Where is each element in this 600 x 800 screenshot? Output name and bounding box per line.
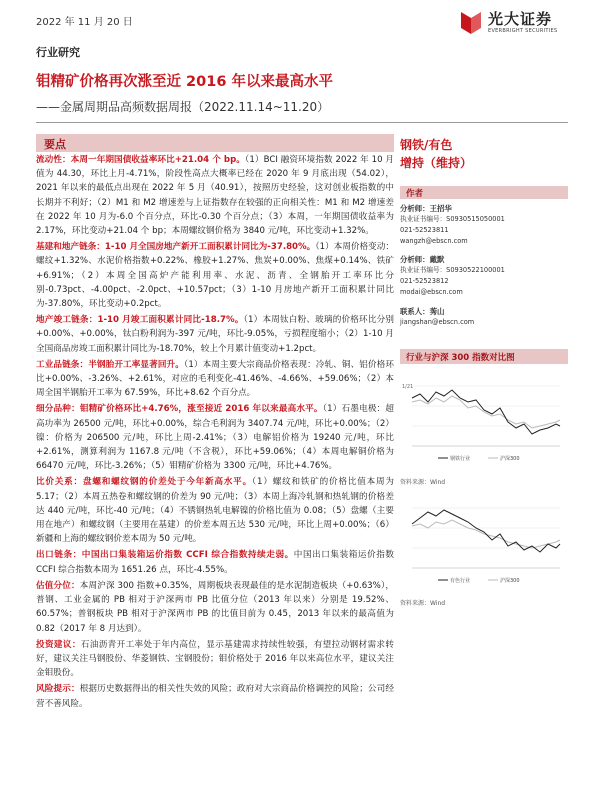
csi300-series-line [412, 396, 560, 428]
paragraph-body: （1）本周价格变动：螺纹+1.32%、水泥价格指数+0.22%、橡胶+1.27%、焦炭+0.00%、焦煤+0.14%、铁矿+6.91%；（2）本周全国高炉产能利用率、水泥、沥青、全钢胎开工率环比分别-0.73pct、-4.00pct、-2.0pct、+10.57pct；（3）1-10 月房地产新开工面积累计同比为-37.80%，环比变动+0.2pct。 [36, 242, 395, 310]
title-divider [36, 122, 568, 123]
paragraph-body: （1）本周钛白粉、玻璃的价格环比分别+0.00%、+0.00%，钛白粉利润为-397 元/吨，环比-9.05%，亏损程度缩小；（2）1-10 月全国商品房竣工面积累计同比为-18.70%，较上个月累计值变动+1.2pct。 [36, 315, 394, 354]
analyst-name: 分析师：戴默 [400, 255, 445, 264]
analyst-cert: 执业证书编号：S0930515050001 [400, 215, 505, 223]
summary-paragraph [36, 240, 394, 311]
paragraph-body: 中国出口集装箱运价指数 CCFI 综合指数本周为 1651.26 点，环比-4.55%。 [36, 550, 394, 575]
report-subtitle: ——金属周期品高频数据周报（2022.11.14~11.20） [36, 100, 330, 114]
steel-series-line [412, 390, 560, 434]
analyst-phone: 021-52523811 [400, 226, 449, 234]
summary-paragraph [36, 402, 394, 473]
logo-mark-icon [458, 8, 484, 36]
analyst-email[interactable]: modai@ebscn.com [400, 288, 463, 296]
report-date: 2022 年 11 月 20 日 [36, 17, 133, 28]
nonferrous-series-line [412, 510, 560, 552]
paragraph-body: 石油沥青开工率处于年内高位，显示基建需求持续性较强，有望拉动钢材需求转好，建议关注马钢股份、华菱钢铁、宝钢股份；钼价格处于 2016 年以来高位水平，建议关注金钼股份。 [36, 639, 394, 679]
paragraph-lead: 估值分位： [36, 580, 80, 591]
paragraph-body: （1）螺纹和铁矿的价格比值本周为 5.17；（2）本周五热卷和螺纹钢的价差为 90 元/吨；（3）本周上海冷轧钢和热轧钢的价格差达 440 元/吨，环比-40 元/吨；（4）不锈钢热轧电解镍的价格比值为 0.08；（5）盘螺（主要用在地产）和螺纹钢（主要用在基建）的价差本周五达 530 元/吨，环比上周+0.00%；（6）新疆和上海的螺纹钢价差本周为 50 元/吨。 [36, 477, 394, 545]
summary-paragraph [36, 682, 394, 710]
paragraph-body: （1）石墨电极：超高功率为 26500 元/吨，环比+0.00%，综合毛利润为 3407.74 元/吨，环比+0.00%；（2）镍：价格为 206500 元/吨，环比上周-2.41%；（3）电解铝价格为 19240 元/吨，环比+2.61%，测算利润为 1167.8 元/吨（不含税），环比+59.06%；（4）本周电解铜价格为 66470 元/吨，环比-3.26%；（5）钼精矿价格为 3300 元/吨，环比+4.76%。 [36, 404, 394, 472]
chart-source: 资料来源：Wind [400, 479, 446, 486]
company-logo [458, 6, 568, 40]
summary-paragraph [36, 579, 394, 636]
summary-paragraph [36, 548, 394, 576]
paragraph-lead: 风险提示： [36, 684, 80, 695]
summary-heading-band [36, 134, 394, 152]
analyst-phone: 021-52523812 [400, 277, 449, 285]
summary-body [36, 153, 394, 713]
summary-paragraph [36, 475, 394, 546]
paragraph-body: （1）BCI 融资环境指数 2022 年 10 月值为 44.30，环比上月-4.71%，阶段性高点大概率已经在 2020 年 9 月底出现（54.02），2021 年以来的最低点出现在 2022 年 5 月（40.91），按照历史经验，这对创业板指数的中长期并不利好；（2）M1 和 M2 增速差与上证指数存在较强的正向相关性：M1 和 M2 增速差在 2022 年 10 月为-6.0 个百分点，环比-0.30 个百分点；（3）本周，一年期国债收益率为 2.17%，环比变动+21.04 个 bp；本周螺纹钢价格为 3840 元/吨，环比变动+1.32%。 [36, 155, 394, 237]
paragraph-body: （1）本周主要大宗商品价格表现：冷轧、铜、铝价格环比+0.00%、-3.26%、+2.61%，对应的毛利变化-41.46%、-4.66%、+59.06%；（2）本周全国半钢胎开工率为 67.59%，环比+8.62 个百分点。 [36, 359, 394, 399]
legend-label: 钢铁行业 [450, 456, 471, 462]
steel-vs-csi300-chart [400, 372, 568, 467]
analyst-card [400, 254, 505, 298]
rating-value: 增持（维持） [400, 156, 473, 170]
logo-text-cn: 光大证券 [488, 10, 553, 28]
summary-heading: 要点 [44, 138, 66, 151]
paragraph-lead: 出口链条：中国出口集装箱运价指数 CCFI 综合指数持续走弱。 [36, 550, 294, 561]
analyst-email[interactable]: wangzh@ebscn.com [400, 237, 468, 245]
authors-heading: 作者 [406, 189, 424, 199]
nonferrous-vs-csi300-chart [400, 494, 568, 589]
analyst-card [400, 203, 505, 247]
contact-card [400, 306, 474, 328]
summary-paragraph [36, 153, 394, 238]
paragraph-lead: 细分品种：钼精矿价格环比+4.76%，涨至接近 2016 年以来最高水平。 [36, 404, 323, 415]
contact-name: 联系人：莠山 [400, 307, 445, 316]
summary-paragraph [36, 638, 394, 681]
rating-sector: 钢铁/有色 [400, 138, 453, 152]
paragraph-lead: 工业品链条：半钢胎开工率显著回升。 [36, 359, 184, 370]
logo-text-en: EVERBRIGHT SECURITIES [488, 28, 558, 34]
paragraph-lead: 地产竣工链条：1-10 月竣工面积累计同比-18.7%。 [36, 315, 244, 326]
chart-heading: 行业与沪深 300 指数对比图 [406, 353, 515, 363]
legend-label: 沪深300 [500, 456, 520, 462]
paragraph-body: 根据历史数据得出的相关性失效的风险；政府对大宗商品价格调控的风险；公司经营不善风险。 [36, 684, 394, 709]
chart-heading-band [400, 349, 568, 364]
summary-paragraph [36, 313, 394, 356]
analyst-cert: 执业证书编号：S0930522100001 [400, 266, 505, 274]
summary-paragraph [36, 358, 394, 401]
paragraph-lead: 比价关系：盘螺和螺纹钢的价差处于今年新高水平。 [36, 477, 252, 488]
legend-label: 沪深300 [500, 578, 520, 584]
y-tick-label: 1/21 [402, 384, 414, 390]
legend-label: 有色行业 [450, 578, 471, 584]
paragraph-body: 本周沪深 300 指数+0.35%，周期板块表现最佳的是水泥制造板块（+0.63%），普钢、工业金属的 PB 相对于沪深两市 PB 比值分位（2013 年以来）分别是 19.52%、60.57%；普钢板块 PB 相对于沪深两市 PB 的比值目前为 0.45，2013 年以来的最高值为 0.82（2017 年 8 月达到）。 [36, 580, 394, 634]
authors-heading-band [400, 186, 568, 199]
paragraph-lead: 基建和地产链条：1-10 月全国房地产新开工面积累计同比为-37.80%。 [36, 242, 316, 253]
analyst-name: 分析师：王招华 [400, 204, 452, 213]
paragraph-lead: 投资建议： [36, 639, 81, 650]
report-category: 行业研究 [36, 46, 80, 59]
report-title: 钼精矿价格再次涨至近 2016 年以来最高水平 [36, 74, 333, 90]
contact-email[interactable]: jiangshan@ebscn.com [400, 318, 475, 326]
paragraph-lead: 流动性：本周一年期国债收益率环比+21.04 个 bp。 [36, 155, 245, 165]
chart-source: 资料来源：Wind [400, 600, 446, 607]
